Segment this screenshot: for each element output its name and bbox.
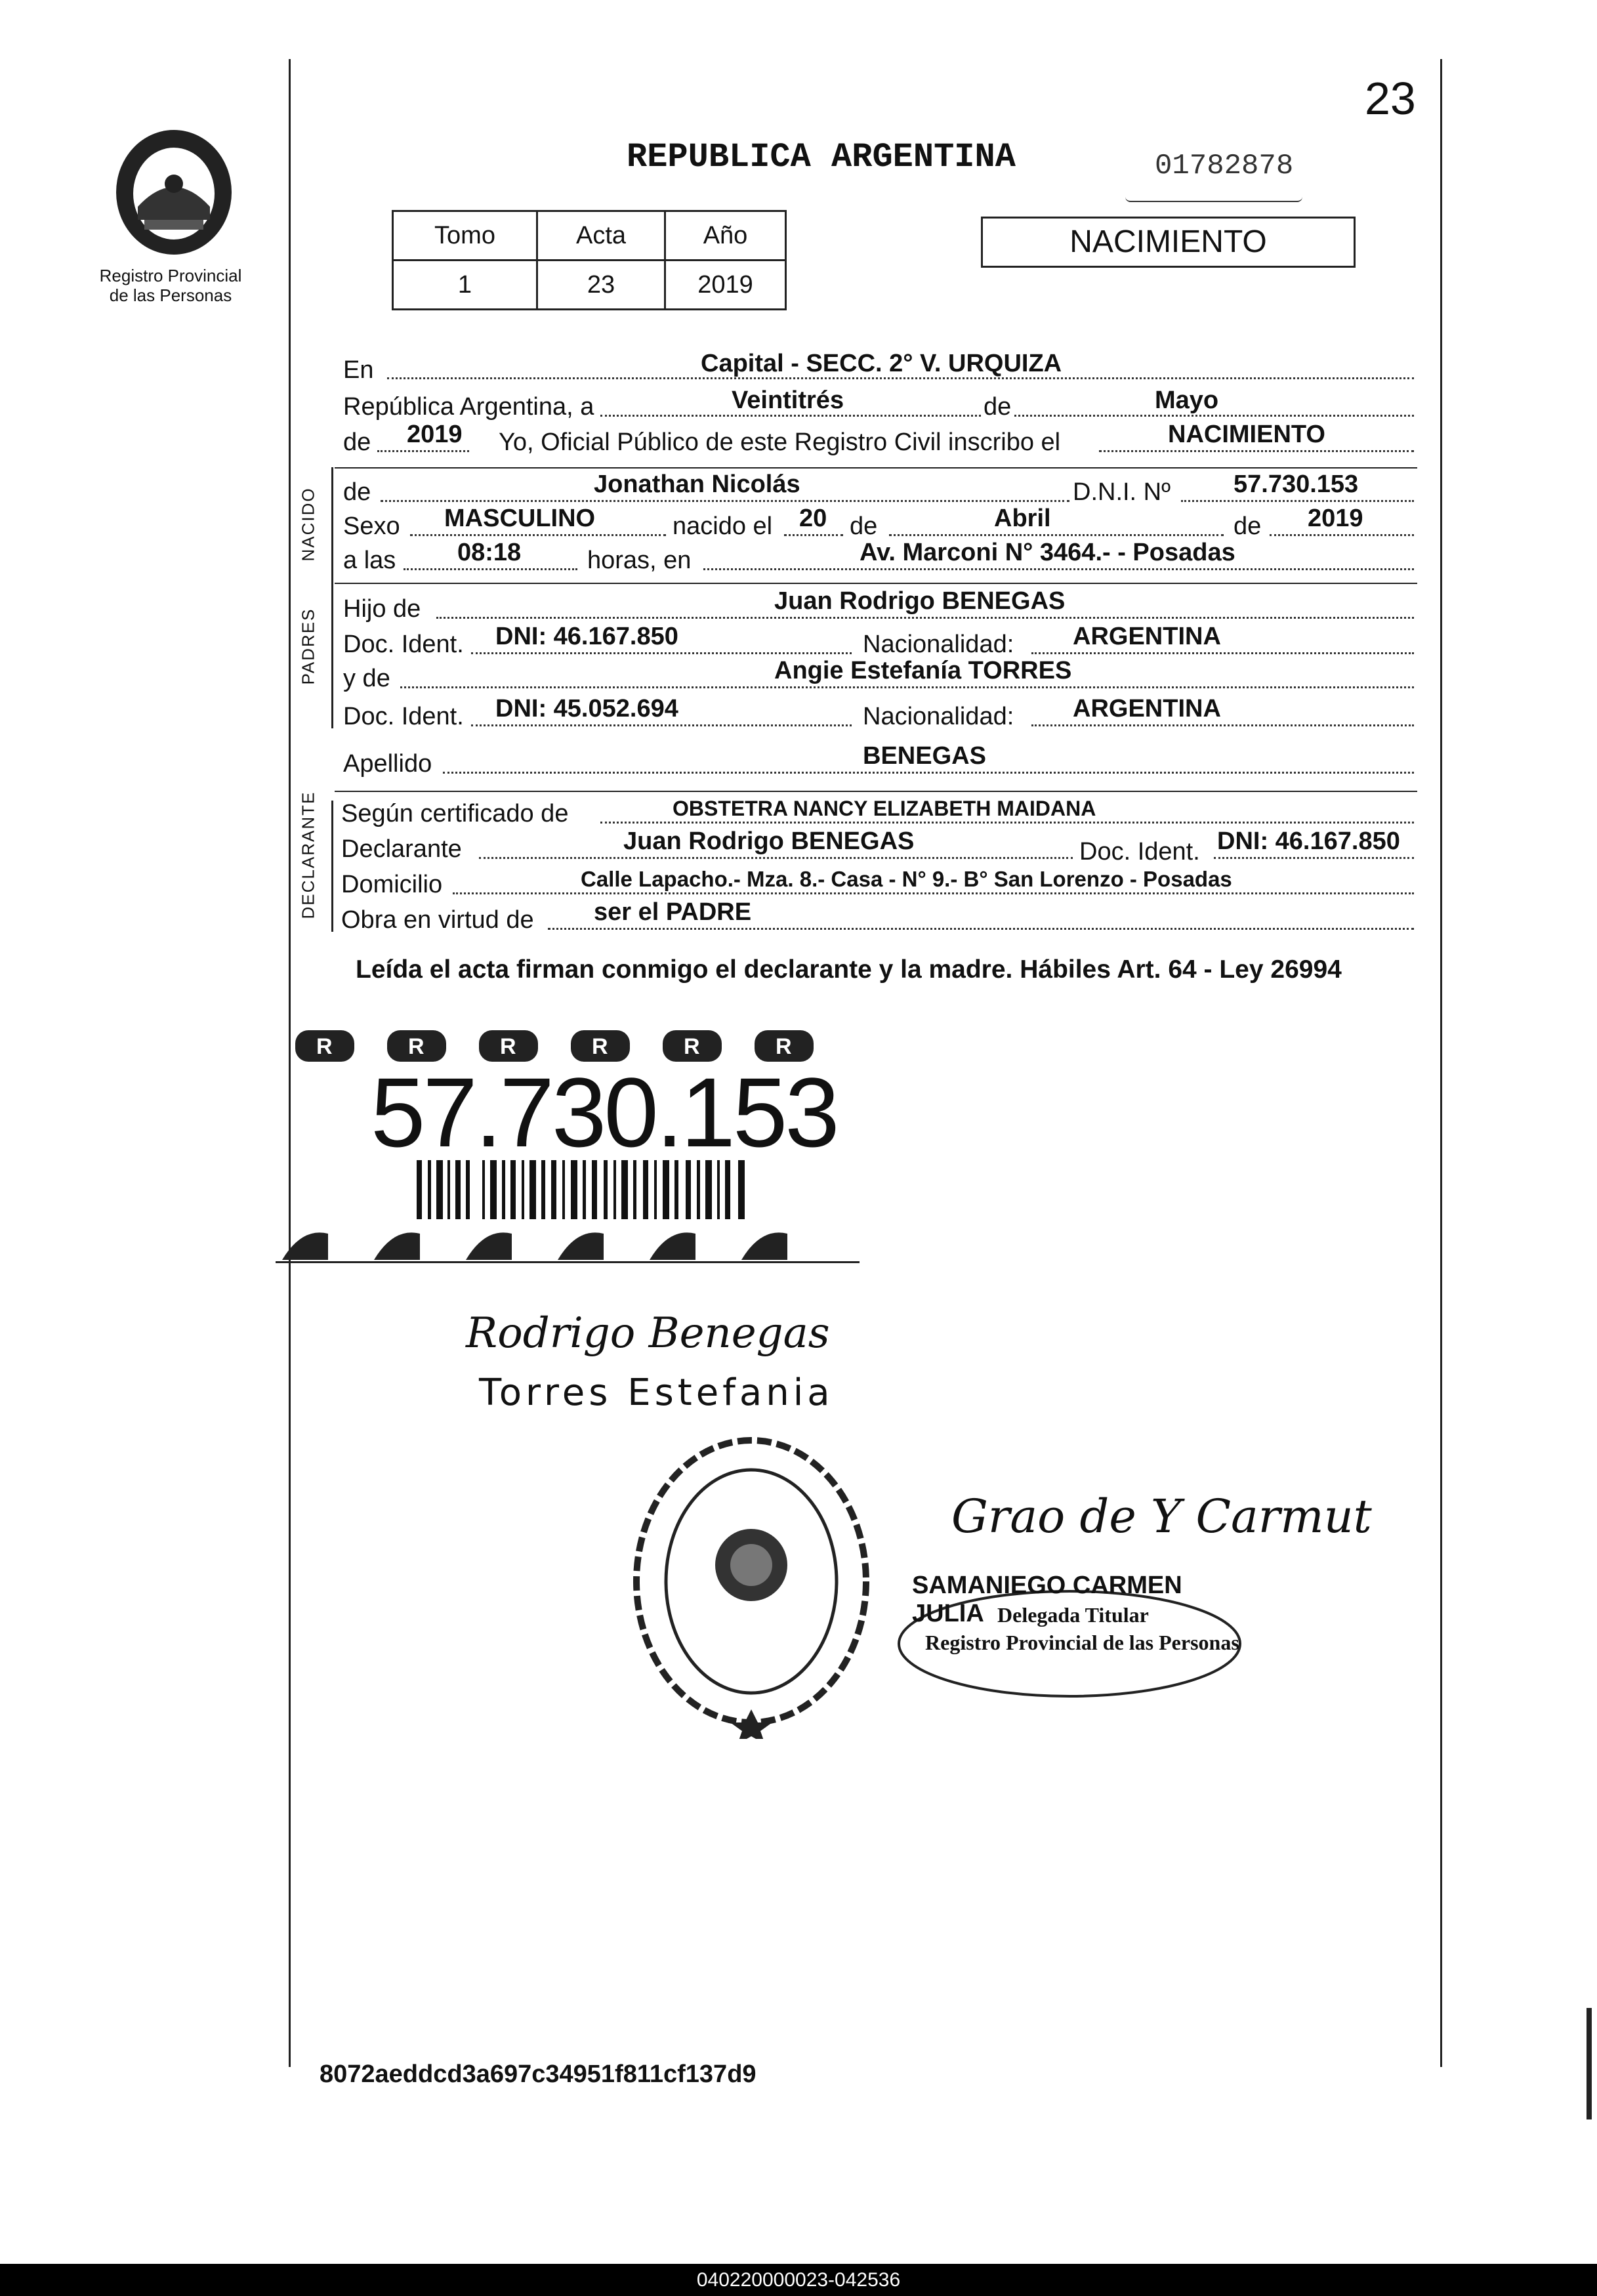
td-tomo: 1: [393, 261, 537, 310]
dots-nac-dia: [784, 534, 843, 536]
dots-madre-doc: [471, 724, 852, 726]
footer-bar: [0, 2264, 1597, 2296]
label-dni: D.N.I. Nº: [1073, 478, 1171, 506]
document-hash: 8072aeddcd3a697c34951f811cf137d9: [320, 2060, 757, 2088]
value-padre-doc: DNI: 46.167.850: [495, 623, 678, 650]
label-nacido-el: nacido el: [673, 512, 773, 540]
declarante-top-line: [335, 791, 1417, 792]
label-de-nac-anio: de: [1234, 512, 1262, 540]
label-declarante: Declarante: [341, 835, 462, 863]
value-madre: Angie Estefanía TORRES: [774, 657, 1072, 684]
official-signature: Grao de Y Carmut: [951, 1490, 1372, 1543]
value-nac-dia: 20: [799, 505, 827, 532]
record-table: [392, 210, 787, 310]
value-acto: NACIMIENTO: [1168, 421, 1325, 448]
value-nac-mes: Abril: [994, 505, 1051, 532]
dots-padre: [436, 617, 1414, 619]
dni-sticker: [276, 1017, 860, 1266]
side-label-padres: PADRES: [298, 608, 318, 685]
label-de-nombre: de: [343, 478, 371, 506]
value-padre-nac: ARGENTINA: [1073, 623, 1221, 650]
td-anio: 2019: [665, 261, 786, 310]
value-nombre: Jonathan Nicolás: [594, 470, 800, 498]
dots-padre-doc: [471, 652, 852, 654]
official-seal: [627, 1430, 876, 1739]
label-de-mes: de: [981, 392, 1014, 421]
label-obra: Obra en virtud de: [341, 906, 534, 934]
label-de-anio: de: [343, 428, 371, 456]
value-madre-nac: ARGENTINA: [1073, 695, 1221, 722]
agency-line-2: de las Personas: [109, 285, 232, 305]
dots-madre: [400, 686, 1414, 688]
agency-name: [72, 266, 269, 305]
svg-text:R: R: [776, 1034, 792, 1059]
province-logo: [105, 121, 243, 259]
value-apellido: BENEGAS: [863, 742, 986, 770]
dots-madre-nac: [1031, 724, 1414, 726]
label-nac-madre: Nacionalidad:: [863, 703, 1014, 730]
value-mes: Mayo: [1155, 386, 1219, 414]
value-domicilio: Calle Lapacho.- Mza. 8.- Casa - N° 9.- B° San Lorenzo - Posadas: [581, 867, 1232, 891]
label-apellido: Apellido: [343, 750, 432, 778]
footer-code: 040220000023-042536: [696, 2269, 901, 2291]
doc-type: NACIMIENTO: [1069, 224, 1267, 259]
official-role: Delegada Titular: [997, 1603, 1149, 1627]
value-sexo: MASCULINO: [444, 505, 596, 532]
td-acta: 23: [537, 261, 665, 310]
label-doc-declarante: Doc. Ident.: [1079, 838, 1200, 866]
dots-sexo: [410, 534, 666, 536]
svg-text:R: R: [684, 1034, 700, 1059]
dots-acto: [1099, 450, 1414, 452]
signature-torres: Torres Estefania: [479, 1371, 834, 1414]
country-title: REPUBLICA ARGENTINA: [627, 138, 1016, 177]
dots-obra: [548, 928, 1414, 930]
label-doc-padre: Doc. Ident.: [343, 631, 464, 658]
value-madre-doc: DNI: 45.052.694: [495, 695, 678, 722]
dots-declarante: [479, 857, 1073, 859]
value-nac-anio: 2019: [1308, 505, 1363, 532]
padres-bracket: [331, 583, 333, 728]
label-y-de: y de: [343, 665, 390, 692]
label-segun: Según certificado de: [341, 800, 569, 827]
dots-lugar-nac: [703, 568, 1414, 570]
dots-apellido: [443, 772, 1414, 774]
svg-text:R: R: [500, 1034, 516, 1059]
official-name: SAMANIEGO CARMEN JULIA: [912, 1572, 1182, 1627]
label-yo: Yo, Oficial Público de este Registro Civil inscribo el: [499, 428, 1061, 456]
dots-anio: [377, 450, 469, 452]
value-lugar-nac: Av. Marconi N° 3464.- - Posadas: [860, 539, 1235, 566]
agency-line-1: Registro Provincial: [99, 266, 242, 285]
dots-dni: [1181, 500, 1414, 502]
dots-nac-anio: [1270, 534, 1414, 536]
nacido-bracket: [331, 467, 333, 585]
value-padre: Juan Rodrigo BENEGAS: [774, 587, 1066, 615]
label-en: En: [343, 356, 374, 384]
value-lugar: Capital - SECC. 2° V. URQUIZA: [701, 350, 1062, 377]
serial-number: 01782878: [1155, 150, 1294, 182]
signature-rodrigo: Rodrigo Benegas: [466, 1309, 830, 1358]
value-certificado: OBSTETRA NANCY ELIZABETH MAIDANA: [673, 797, 1096, 820]
right-margin-mark: [1587, 2008, 1592, 2119]
value-anio: 2019: [407, 421, 463, 448]
dots-nombre: [381, 500, 1069, 502]
svg-text:R: R: [592, 1034, 608, 1059]
declarante-bracket: [331, 801, 333, 932]
padres-top-line: [335, 583, 1417, 584]
dots-nac-mes: [889, 534, 1224, 536]
th-anio: Año: [665, 211, 786, 261]
value-dia: Veintitrés: [732, 386, 844, 414]
label-de-nac-mes: de: [850, 512, 878, 540]
value-hora: 08:18: [457, 539, 522, 566]
label-domicilio: Domicilio: [341, 871, 443, 898]
value-declarante: Juan Rodrigo BENEGAS: [623, 827, 915, 855]
nacido-top-line: [335, 467, 1417, 469]
right-border: [1440, 59, 1442, 2067]
dots-declarante-doc: [1214, 857, 1414, 859]
serial-underline: [1125, 197, 1302, 202]
th-tomo: Tomo: [393, 211, 537, 261]
label-doc-madre: Doc. Ident.: [343, 703, 464, 730]
value-dni: 57.730.153: [1234, 470, 1359, 498]
label-hijo-de: Hijo de: [343, 595, 421, 623]
label-a-las: a las: [343, 547, 396, 574]
dots-hora: [404, 568, 577, 570]
label-nac-padre: Nacionalidad:: [863, 631, 1014, 658]
page-number: 23: [1365, 73, 1416, 124]
svg-text:R: R: [316, 1034, 333, 1059]
side-label-declarante: DECLARANTE: [298, 791, 318, 919]
doc-type-box: [981, 217, 1356, 268]
closing-text: Leída el acta firman conmigo el declarante y la madre. Hábiles Art. 64 - Ley 26994: [356, 955, 1342, 984]
value-declarante-doc: DNI: 46.167.850: [1217, 827, 1400, 855]
label-horas-en: horas, en: [587, 547, 692, 574]
official-agency: Registro Provincial de las Personas: [925, 1631, 1239, 1654]
dots-padre-nac: [1031, 652, 1414, 654]
value-obra: ser el PADRE: [594, 898, 752, 926]
th-acta: Acta: [537, 211, 665, 261]
label-sexo: Sexo: [343, 512, 400, 540]
official-stamp: [892, 1558, 1247, 1703]
sticker-dni-number: 57.730.153: [371, 1057, 837, 1167]
svg-text:R: R: [408, 1034, 425, 1059]
label-republica: República Argentina, a: [343, 393, 594, 421]
side-label-nacido: NACIDO: [298, 487, 318, 562]
